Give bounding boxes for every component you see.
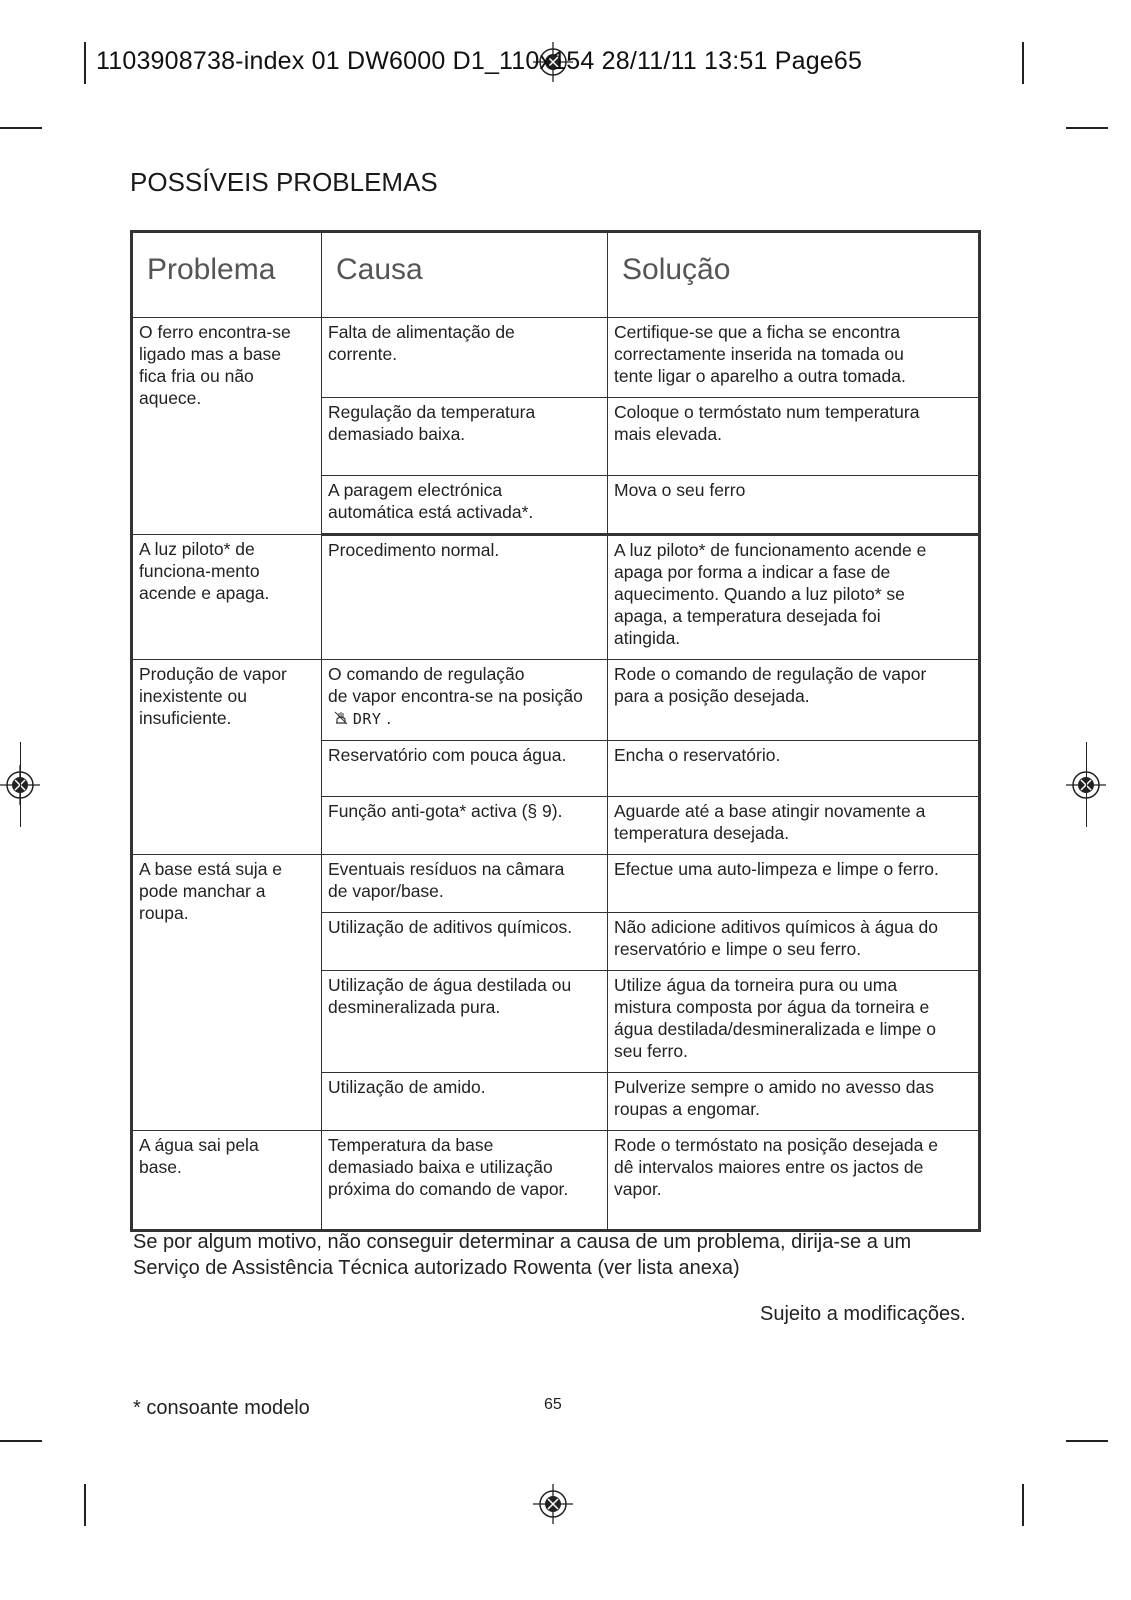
table-row xyxy=(132,318,980,398)
print-slug: 1103908738-index 01 DW6000 D1_110x154 28/11/11 13:51 Page65 xyxy=(96,47,863,75)
header-solution: Solução xyxy=(608,232,980,318)
cause-cell: A paragem electrónica automática está activada*. xyxy=(322,476,608,535)
solution-cell: Efectue uma auto-limpeza e limpe o ferro. xyxy=(608,855,980,913)
solution-cell: A luz piloto* de funcionamento acende e apaga por forma a indicar a fase de aquecimento. Quando a luz piloto* se apaga, a temperatura desejada foi atingida. xyxy=(608,535,980,660)
problem-cell: A base está suja e pode manchar a roupa. xyxy=(132,855,322,1131)
registration-mark-icon xyxy=(533,1484,573,1524)
cause-cell xyxy=(322,660,608,741)
crop-mark xyxy=(0,1440,42,1442)
problem-cell: A água sai pela base. xyxy=(132,1131,322,1231)
cause-cell: Eventuais resíduos na câmara de vapor/base. xyxy=(322,855,608,913)
problem-cell: O ferro encontra-se ligado mas a base fica fria ou não aquece. xyxy=(132,318,322,535)
solution-cell: Encha o reservatório. xyxy=(608,741,980,797)
cause-cell: Temperatura da base demasiado baixa e utilização próxima do comando de vapor. xyxy=(322,1131,608,1231)
solution-cell: Mova o seu ferro xyxy=(608,476,980,535)
page-number: 65 xyxy=(544,1396,562,1413)
table-row xyxy=(132,855,980,913)
crop-mark xyxy=(1086,742,1087,827)
cause-cell: Função anti-gota* activa (§ 9). xyxy=(322,797,608,855)
section-title: POSSÍVEIS PROBLEMAS xyxy=(130,167,438,197)
table-row xyxy=(132,1131,980,1231)
contact-service-note: Se por algum motivo, não conseguir determinar a causa de um problema, dirija-se a um Serviço de Assistência Técnica autorizado Rowenta (ver lista anexa) xyxy=(133,1231,912,1279)
solution-cell: Certifique-se que a ficha se encontra correctamente inserida na tomada ou tente ligar o aparelho a outra tomada. xyxy=(608,318,980,398)
solution-cell: Coloque o termóstato num temperatura mais elevada. xyxy=(608,398,980,476)
footnote: * consoante modelo xyxy=(133,1397,310,1419)
cause-cell: Procedimento normal. xyxy=(322,535,608,660)
table-row xyxy=(132,535,980,660)
cause-cell: Utilização de amido. xyxy=(322,1073,608,1131)
table-row xyxy=(132,660,980,741)
problem-cell: Produção de vapor inexistente ou insuficiente. xyxy=(132,660,322,855)
troubleshooting-table xyxy=(130,230,981,1232)
crop-mark xyxy=(20,742,21,827)
cause-text: O comando de regulação de vapor encontra-se na posição xyxy=(328,664,583,706)
solution-cell: Aguarde até a base atingir novamente a temperatura desejada. xyxy=(608,797,980,855)
cause-cell: Utilização de água destilada ou desmineralizada pura. xyxy=(322,971,608,1073)
crop-mark xyxy=(0,127,42,129)
table-header-row xyxy=(132,232,980,318)
solution-cell: Não adicione aditivos químicos à água do reservatório e limpe o seu ferro. xyxy=(608,913,980,971)
solution-cell: Utilize água da torneira pura ou uma mistura composta por água da torneira e água destilada/desmineralizada e limpe o seu ferro. xyxy=(608,971,980,1073)
steam-icon xyxy=(334,708,353,728)
cause-cell: Regulação da temperatura demasiado baixa. xyxy=(322,398,608,476)
solution-cell: Pulverize sempre o amido no avesso das roupas a engomar. xyxy=(608,1073,980,1131)
subject-to-change-note: Sujeito a modificações. xyxy=(760,1303,966,1325)
crop-mark xyxy=(1022,42,1024,84)
cause-text-end: . xyxy=(381,708,392,728)
solution-cell: Rode o termóstato na posição desejada e dê intervalos maiores entre os jactos de vapor. xyxy=(608,1131,980,1231)
header-cause: Causa xyxy=(322,232,608,318)
header-problem: Problema xyxy=(132,232,322,318)
crop-mark xyxy=(1022,1484,1024,1526)
crop-mark xyxy=(84,42,86,84)
crop-mark xyxy=(1066,127,1108,129)
cause-cell: Utilização de aditivos químicos. xyxy=(322,913,608,971)
problem-cell: A luz piloto* de funciona-mento acende e apaga. xyxy=(132,535,322,660)
cause-cell: Reservatório com pouca água. xyxy=(322,741,608,797)
solution-cell: Rode o comando de regulação de vapor para a posição desejada. xyxy=(608,660,980,741)
cause-cell: Falta de alimentação de corrente. xyxy=(322,318,608,398)
steam-setting-label: DRY xyxy=(352,710,382,728)
crop-mark xyxy=(1066,1440,1108,1442)
crop-mark xyxy=(84,1484,86,1526)
